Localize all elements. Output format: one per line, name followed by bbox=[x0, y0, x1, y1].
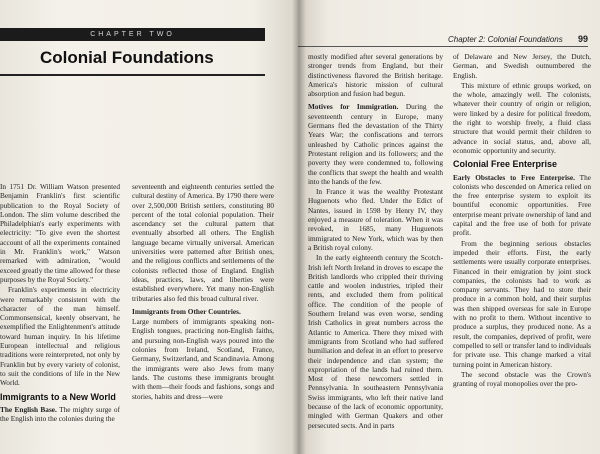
section-heading: Immigrants to a New World bbox=[0, 391, 116, 402]
page-number: 99 bbox=[578, 34, 589, 44]
paragraph bbox=[453, 173, 591, 238]
paragraph bbox=[0, 405, 120, 424]
paragraph: The second obstacle was the Crown's granting of royal monopolies over the pro- bbox=[453, 369, 591, 389]
title-rule bbox=[0, 74, 265, 76]
paragraph: In 1751 Dr. William Watson presented Benjamin Franklin's first scientific publication to the Royal Society of London. The slim volume described the Philadelphian's early experiments with electricity: "To give even the shortest account of all the experiments contained in Mr. Franklin's work," Watson remarked with admiration, "would exceed greatly the time allowed for these purposes by the Royal Society." bbox=[0, 182, 120, 284]
chapter-band: CHAPTER TWO bbox=[0, 28, 265, 41]
left-column-2 bbox=[132, 182, 274, 402]
subheading: Immigrants from Other Countries. bbox=[132, 306, 241, 316]
paragraph: seventeenth and eighteenth centuries settled the cultural destiny of America. By 1790 there were over 2,500,000 British settlers, constituting 80 percent of the total colonial population. Their ascendancy set the cultural pattern that eventually absorbed all others. The English language became virtually universal. American universities were patterned after British ones, and the religious conflicts and settlements of the colonists reflected those of England. English ideas, practices, laws, and liberties were established everywhere. Yet many non-English tributaries also fed this broad cultural river. bbox=[132, 182, 274, 303]
paragraph-text: The mighty surge of the English into the colonies during the bbox=[0, 404, 120, 424]
chapter-title: Colonial Foundations bbox=[40, 48, 214, 67]
subheading: Early Obstacles to Free Enterprise. bbox=[453, 172, 575, 182]
paragraph-text: The colonists who descended on America relied on the free enterprise system to exploit its bountiful economic opportunities. Free enterprise meant private ownership of land and capital and the free use of both for private profit. bbox=[453, 172, 591, 238]
right-column-1 bbox=[308, 52, 443, 431]
paragraph: mostly modified after several generations by stronger trends from England, but their distinctiveness flavored the British heritage. America's historic mission of cultural absorption and fusion had begun. bbox=[308, 52, 443, 99]
paragraph: This mixture of ethnic groups worked, on the whole, amazingly well. The colonists, whatever their country of origin or religion, were linked by a desire for political freedom, the right to worship freely, a fluid class structure that would permit their children to advance in social status, and, above all, economic opportunity and security. bbox=[453, 80, 591, 155]
subheading: The English Base. bbox=[0, 404, 57, 414]
header-rule bbox=[298, 46, 588, 47]
subheading: Motives for Immigration. bbox=[308, 102, 399, 112]
right-page bbox=[298, 0, 600, 454]
book-gutter bbox=[292, 0, 306, 454]
paragraph-text: During the seventeenth century in Europe, many Germans fled the devastation of the Thirty Years War; the confiscations and terrors unleashed by Catholic princes against the Protestant religion and its followers; and the poverty they were condemned to, following the conflicts that swept the health and wealth into the hands of the few. bbox=[308, 102, 443, 186]
right-column-2 bbox=[453, 52, 591, 389]
paragraph: In France it was the wealthy Protestant Huguenots who fled. Under the Edict of Nantes, issued in 1598 by Henry IV, they enjoyed a measure of toleration. When it was revoked, in 1685, many Huguenots immigrated to New York, which was by then a British royal colony. bbox=[308, 187, 443, 252]
paragraph bbox=[132, 307, 274, 316]
paragraph: From the beginning serious obstacles impeded their efforts. First, the early settlements were usually corporate enterprises. Financed in their emigration by joint stock companies, the colonists had to work as company servants. They had to store their produce in a common hold, and their surplus was then shipped overseas for sale in Europe with no profit to them. Without incentive to produce a surplus, they produced none. As a result, the companies, deprived of profit, were compelled to sell or transfer land to individuals for private use. This change marked a vital turning point in American history. bbox=[453, 238, 591, 369]
left-page bbox=[0, 0, 298, 454]
paragraph: of Delaware and New Jersey, the Dutch, German, and Swedish outnumbered the English. bbox=[453, 52, 591, 80]
left-column-1 bbox=[0, 182, 120, 424]
running-head: Chapter 2: Colonial Foundations bbox=[448, 35, 563, 44]
paragraph: Franklin's experiments in electricity were remarkably consistent with the character of the man himself. Commonsensical, keenly observant, he exemplified the Enlightenment's attitude toward human inquiry. In his lifetime European intellectual and religious traditions were reinterpreted, not only by Franklin but by every variety of colonist, to suit the conditions of life in the New World. bbox=[0, 285, 120, 388]
paragraph bbox=[308, 102, 443, 186]
paragraph: In the early eighteenth century the Scotch-Irish left North Ireland in droves to escape the British landlords who crippled their thriving cattle and woolen industries, tripled their rents, and excluded them from political office. The condition of the people of Southern Ireland was even worse, sending Irish Catholics in great numbers across the Atlantic to America. There they mixed with immigrants from Scotland who had suffered humiliation and defeat in an effort to preserve their independence and clan system; the expropriation of the lands had ruined them. Most of these newcomers settled in Pennsylvania. In southeastern Pennsylvania Swiss immigrants, who left their native land because of the lack of economic opportunity, mingled with German Quakers and other persecuted sects. And in parts bbox=[308, 253, 443, 430]
paragraph: Large numbers of immigrants speaking non-English tongues, practicing non-English faiths, and pursuing non-English ways poured into the colonies from Ireland, Scotland, France, Germany, Switzerland, and Scandinavia. Among the immigrants were also Jews from many lands. The customs these immigrants brought with them—their foods and fashions, songs and stories, habits and dress—were bbox=[132, 317, 274, 401]
section-heading: Colonial Free Enterprise bbox=[453, 159, 558, 170]
